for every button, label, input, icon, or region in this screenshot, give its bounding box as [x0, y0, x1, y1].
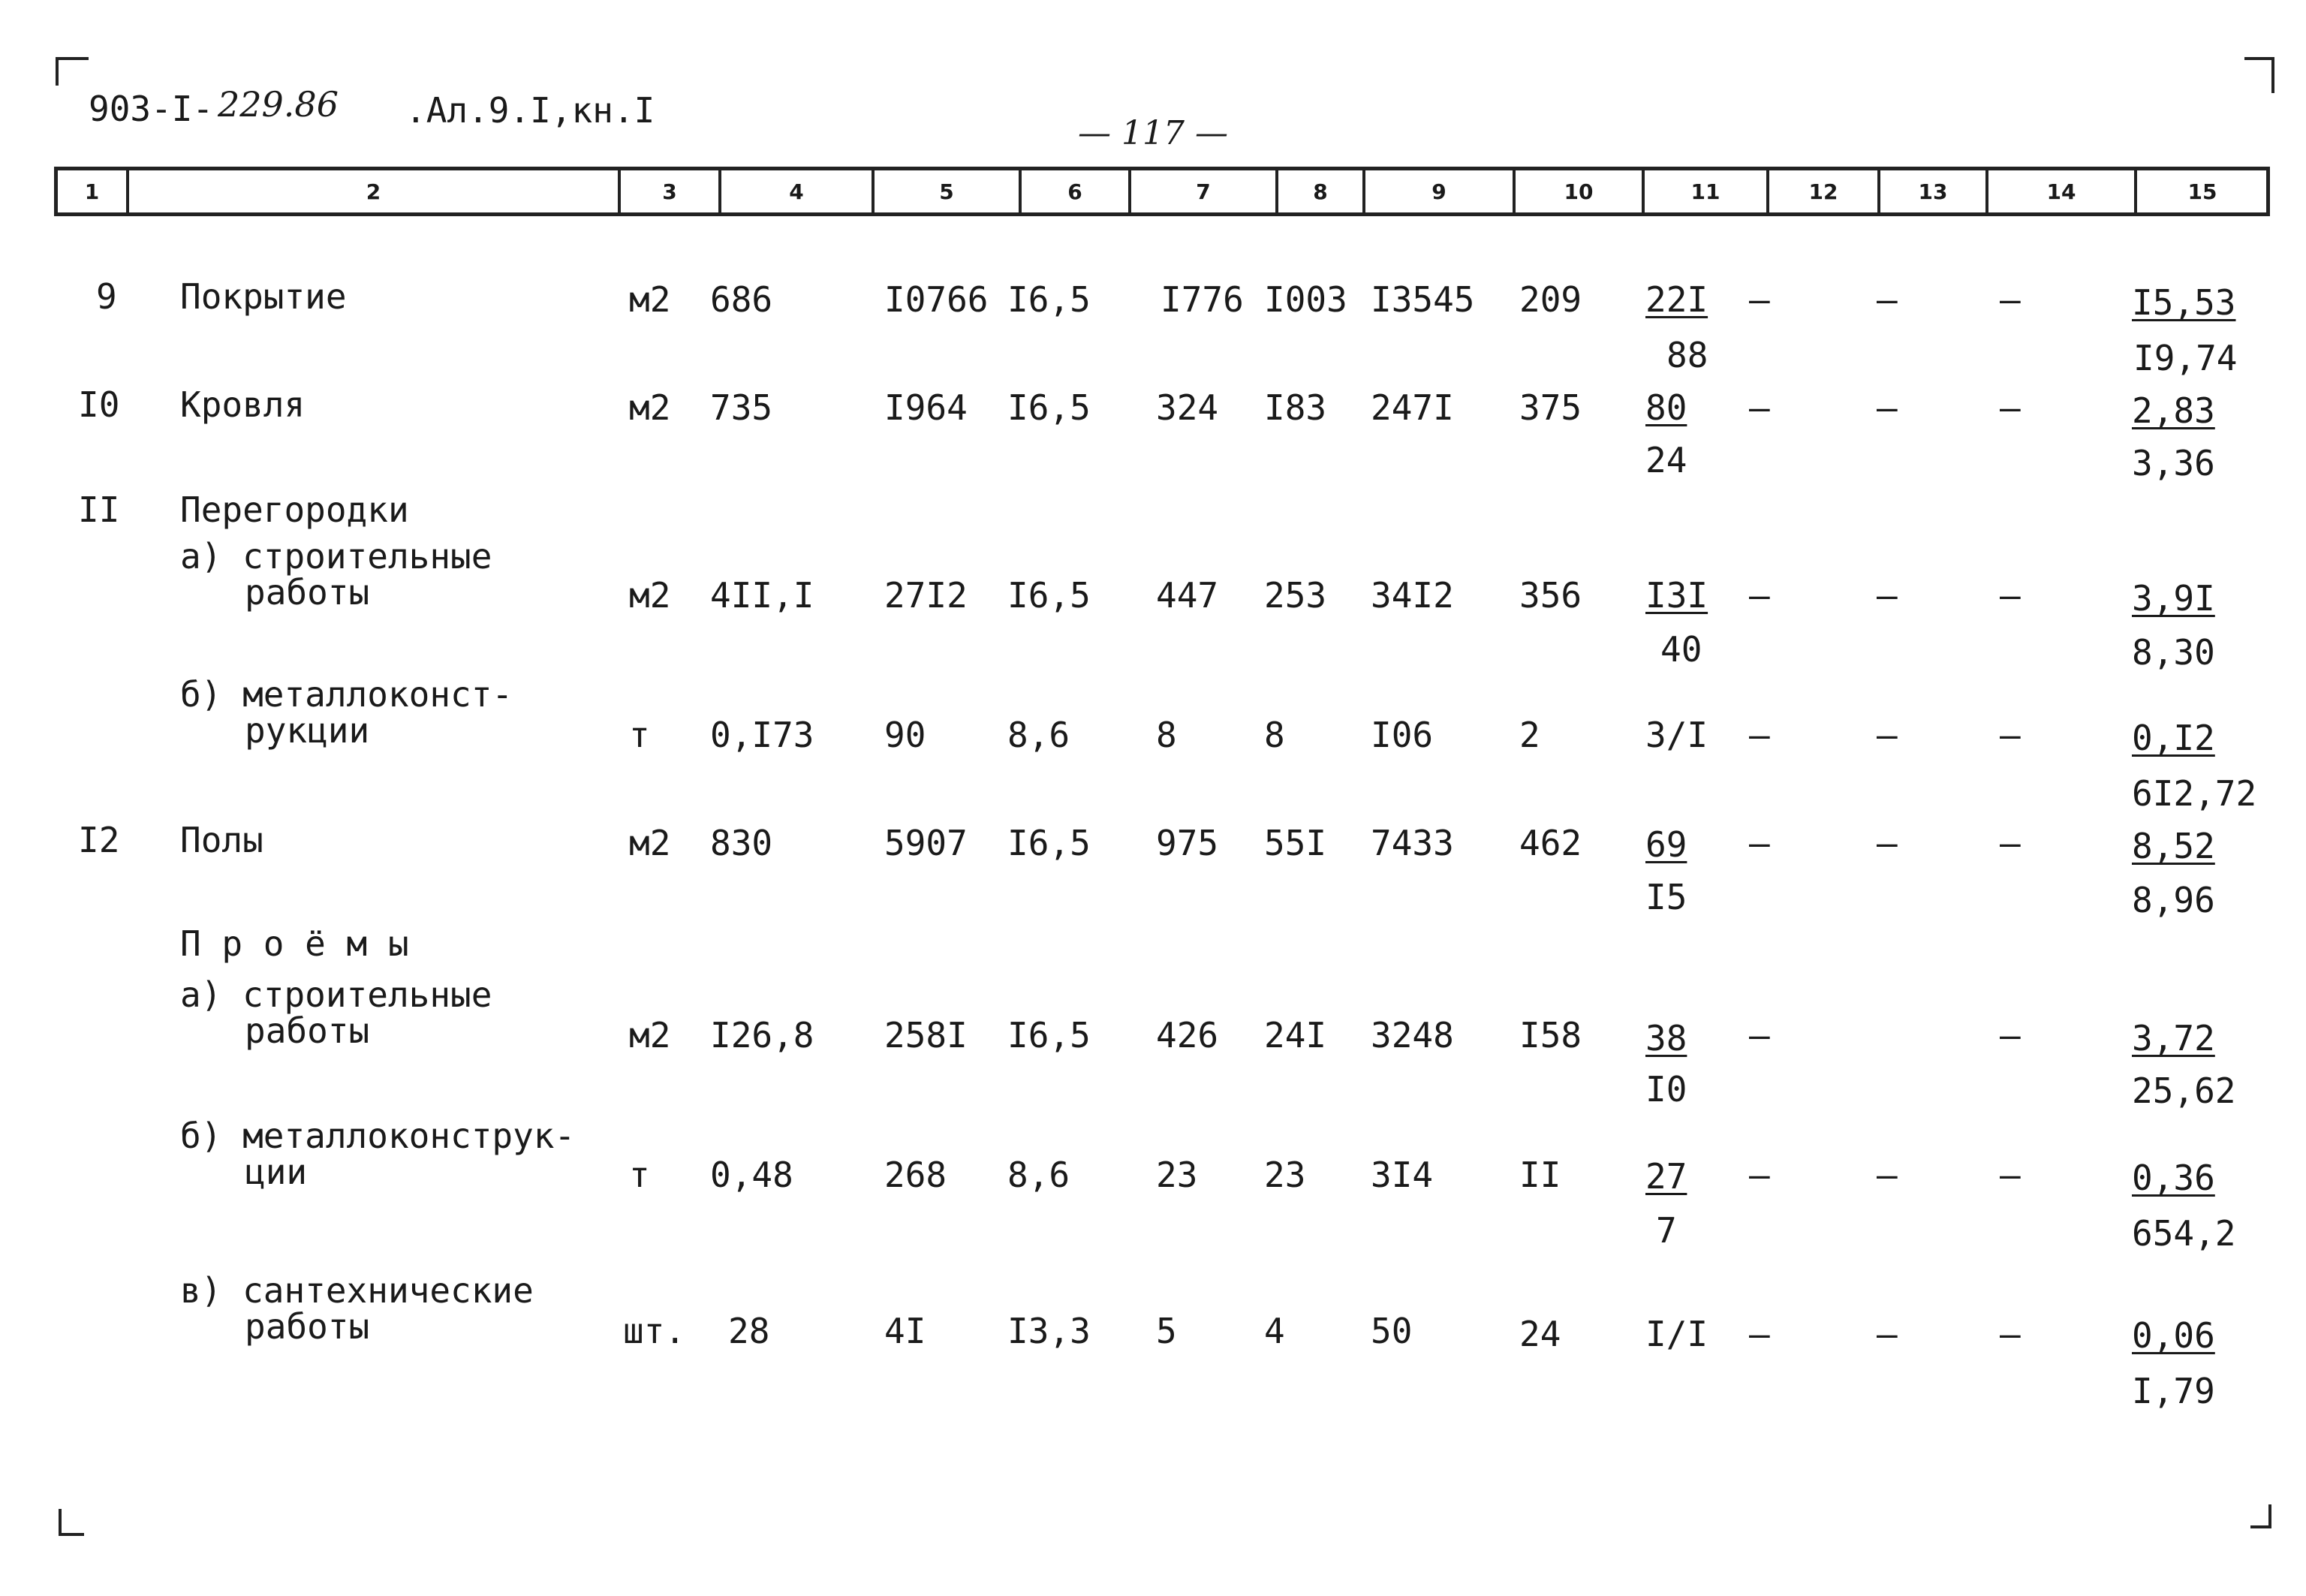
doc-code-handwritten: 229.86 [218, 84, 339, 125]
col-number-2: 2 [129, 170, 621, 212]
corner-mark-bottom-right [2250, 1504, 2271, 1528]
row-name: Перегородки [180, 489, 409, 530]
col8-value: 55I [1264, 823, 1327, 863]
unit: м2 [629, 1015, 671, 1055]
col4-value: I26,8 [710, 1015, 814, 1055]
col15-top-value: 0,I2 [2132, 718, 2215, 758]
col7-value: 324 [1156, 387, 1219, 428]
col11-value: I/I [1645, 1314, 1708, 1354]
col14-dash: – [2000, 387, 2021, 428]
col13-dash: – [1877, 1155, 1898, 1195]
subitem-label-line1: б) металлоконст- [180, 674, 513, 715]
col7-value: 23 [1156, 1155, 1198, 1195]
col15-bottom-value: I9,74 [2133, 338, 2238, 378]
doc-code-prefix: 903-I- [89, 89, 214, 129]
col6-value: 8,6 [1007, 715, 1070, 755]
col4-value: 28 [728, 1311, 770, 1351]
subitem-label-line2: рукции [245, 710, 370, 751]
col5-value: I964 [884, 387, 968, 428]
col7-value: I776 [1161, 279, 1244, 320]
unit: м2 [629, 575, 671, 616]
col13-dash: – [1877, 387, 1898, 428]
col12-dash: – [1749, 279, 1770, 320]
row-number: I2 [78, 820, 120, 860]
col9-value: 7433 [1371, 823, 1454, 863]
col10-value: 375 [1519, 387, 1582, 428]
col13-dash: – [1877, 715, 1898, 755]
corner-mark-top-left [56, 57, 89, 86]
col-number-15: 15 [2187, 179, 2217, 204]
column-number-header [54, 167, 2270, 216]
col10-value: 462 [1519, 823, 1582, 863]
col5-value: I0766 [884, 279, 989, 320]
col11-bottom-value: 88 [1666, 335, 1708, 375]
col5-value: 90 [884, 715, 926, 755]
col12-dash: – [1749, 387, 1770, 428]
row-name: П р о ё м ы [180, 923, 409, 964]
col10-value: 356 [1519, 575, 1582, 616]
unit: м2 [629, 387, 671, 428]
row-name: Полы [180, 820, 263, 860]
col15-bottom-value: 6I2,72 [2132, 773, 2257, 814]
col9-value: 34I2 [1371, 575, 1454, 616]
col10-value: 2 [1519, 715, 1540, 755]
col8-value: 23 [1264, 1155, 1306, 1195]
col6-value: I3,3 [1007, 1311, 1091, 1351]
unit: т [629, 1155, 650, 1195]
col-number-14: 14 [1988, 170, 2137, 212]
col-number-4: 4 [721, 170, 875, 212]
col7-value: 975 [1156, 823, 1219, 863]
col-number-8: 8 [1278, 170, 1365, 212]
col6-value: I6,5 [1007, 1015, 1091, 1055]
unit: м2 [629, 823, 671, 863]
col9-value: I3545 [1371, 279, 1475, 320]
col13-dash: – [1877, 823, 1898, 863]
col8-value: I003 [1264, 279, 1347, 320]
col8-value: 4 [1264, 1311, 1285, 1351]
subitem-label-line2: работы [245, 1306, 370, 1347]
col15-top-value: 0,06 [2132, 1315, 2215, 1356]
col15-top-value: I5,53 [2132, 282, 2236, 323]
subitem-label-line1: б) металлоконструк- [180, 1116, 576, 1156]
col8-value: 24I [1264, 1015, 1327, 1055]
col15-bottom-value: 25,62 [2132, 1071, 2236, 1111]
col11-bottom-value: 40 [1660, 629, 1702, 670]
col12-dash: – [1749, 1155, 1770, 1195]
col15-top-value: 8,52 [2132, 826, 2215, 866]
col11-top-value: 80 [1645, 387, 1687, 428]
col7-value: 8 [1156, 715, 1177, 755]
col15-bottom-value: 8,30 [2132, 632, 2215, 673]
col5-value: 258I [884, 1015, 968, 1055]
col15-top-value: 2,83 [2132, 390, 2215, 431]
row-name: Кровля [180, 384, 306, 425]
col8-value: I83 [1264, 387, 1327, 428]
col12-dash: – [1749, 575, 1770, 616]
col15-top-value: 3,72 [2132, 1018, 2215, 1058]
col7-value: 447 [1156, 575, 1219, 616]
subitem-label-line1: в) сантехнические [180, 1270, 534, 1311]
col7-value: 426 [1156, 1015, 1219, 1055]
corner-mark-bottom-left [59, 1509, 84, 1536]
col14-dash: – [2000, 279, 2021, 320]
col13-dash: – [1877, 575, 1898, 616]
col13-dash: – [1877, 1314, 1898, 1354]
col-number-9: 9 [1365, 170, 1516, 212]
col6-value: I6,5 [1007, 575, 1091, 616]
col-number-6: 6 [1022, 170, 1131, 212]
col6-value: I6,5 [1007, 279, 1091, 320]
col14-dash: – [2000, 1155, 2021, 1195]
col11-bottom-value: I5 [1645, 877, 1687, 917]
col11-top-value: I3I [1645, 575, 1708, 616]
col-number-3: 3 [621, 170, 721, 212]
unit: т [629, 715, 650, 755]
col6-value: 8,6 [1007, 1155, 1070, 1195]
col9-value: 247I [1371, 387, 1454, 428]
col5-value: 268 [884, 1155, 947, 1195]
col11-bottom-value: 24 [1645, 440, 1687, 480]
col11-bottom-value: 7 [1656, 1210, 1677, 1251]
col7-value: 5 [1156, 1311, 1177, 1351]
col11-top-value: 27 [1645, 1156, 1687, 1197]
col14-dash: – [2000, 1314, 2021, 1354]
col4-value: 686 [710, 279, 773, 320]
col13-dash: – [1877, 279, 1898, 320]
unit: шт. [623, 1311, 686, 1351]
subitem-label-line1: а) строительные [180, 974, 492, 1015]
col11-top-value: 38 [1645, 1018, 1687, 1058]
col4-value: 830 [710, 823, 773, 863]
col15-bottom-value: 3,36 [2132, 443, 2215, 483]
col5-value: 5907 [884, 823, 968, 863]
col10-value: 24 [1519, 1314, 1561, 1354]
row-number: II [78, 489, 120, 530]
col15-top-value: 0,36 [2132, 1158, 2215, 1198]
col-number-1: 1 [58, 170, 129, 212]
col-number-12: 12 [1769, 170, 1880, 212]
col9-value: I06 [1371, 715, 1434, 755]
col-number-10: 10 [1516, 170, 1645, 212]
col12-dash: – [1749, 1314, 1770, 1354]
unit: м2 [629, 279, 671, 320]
subitem-label-line2: работы [245, 572, 370, 613]
col12-dash: – [1749, 823, 1770, 863]
subitem-label-line1: а) строительные [180, 536, 492, 577]
page-number: — 117 — [1078, 114, 1228, 152]
col9-value: 50 [1371, 1311, 1413, 1351]
col4-value: 0,I73 [710, 715, 814, 755]
col8-value: 253 [1264, 575, 1327, 616]
col11-top-value: 22I [1645, 279, 1708, 320]
col14-dash: – [2000, 823, 2021, 863]
col10-value: 209 [1519, 279, 1582, 320]
col4-value: 4II,I [710, 575, 814, 616]
col10-value: II [1519, 1155, 1561, 1195]
col6-value: I6,5 [1007, 387, 1091, 428]
doc-code-suffix: .Ал.9.I,кн.I [405, 90, 655, 131]
subitem-label-line2: работы [245, 1010, 370, 1051]
col8-value: 8 [1264, 715, 1285, 755]
col14-dash: – [2000, 715, 2021, 755]
col11-bottom-value: I0 [1645, 1069, 1687, 1110]
col15-bottom-value: 654,2 [2132, 1213, 2236, 1254]
col6-value: I6,5 [1007, 823, 1091, 863]
row-number: 9 [96, 276, 117, 317]
col5-value: 27I2 [884, 575, 968, 616]
col11-value: 3/I [1645, 715, 1708, 755]
corner-mark-top-right [2244, 57, 2274, 93]
col12-dash: – [1749, 1015, 1770, 1055]
col15-bottom-value: I,79 [2132, 1371, 2215, 1411]
col-number-7: 7 [1131, 170, 1278, 212]
col9-value: 3248 [1371, 1015, 1454, 1055]
row-number: I0 [78, 384, 120, 425]
col10-value: I58 [1519, 1015, 1582, 1055]
col15-bottom-value: 8,96 [2132, 880, 2215, 920]
col12-dash: – [1749, 715, 1770, 755]
col14-dash: – [2000, 1015, 2021, 1055]
col-number-13: 13 [1880, 170, 1988, 212]
row-name: Покрытие [180, 276, 347, 317]
col5-value: 4I [884, 1311, 926, 1351]
col9-value: 3I4 [1371, 1155, 1434, 1195]
col-number-5: 5 [875, 170, 1022, 212]
col14-dash: – [2000, 575, 2021, 616]
col4-value: 735 [710, 387, 773, 428]
col11-top-value: 69 [1645, 824, 1687, 865]
col15-top-value: 3,9I [2132, 578, 2215, 619]
subitem-label-line2: ции [245, 1152, 308, 1192]
col-number-11: 11 [1645, 170, 1769, 212]
col4-value: 0,48 [710, 1155, 793, 1195]
